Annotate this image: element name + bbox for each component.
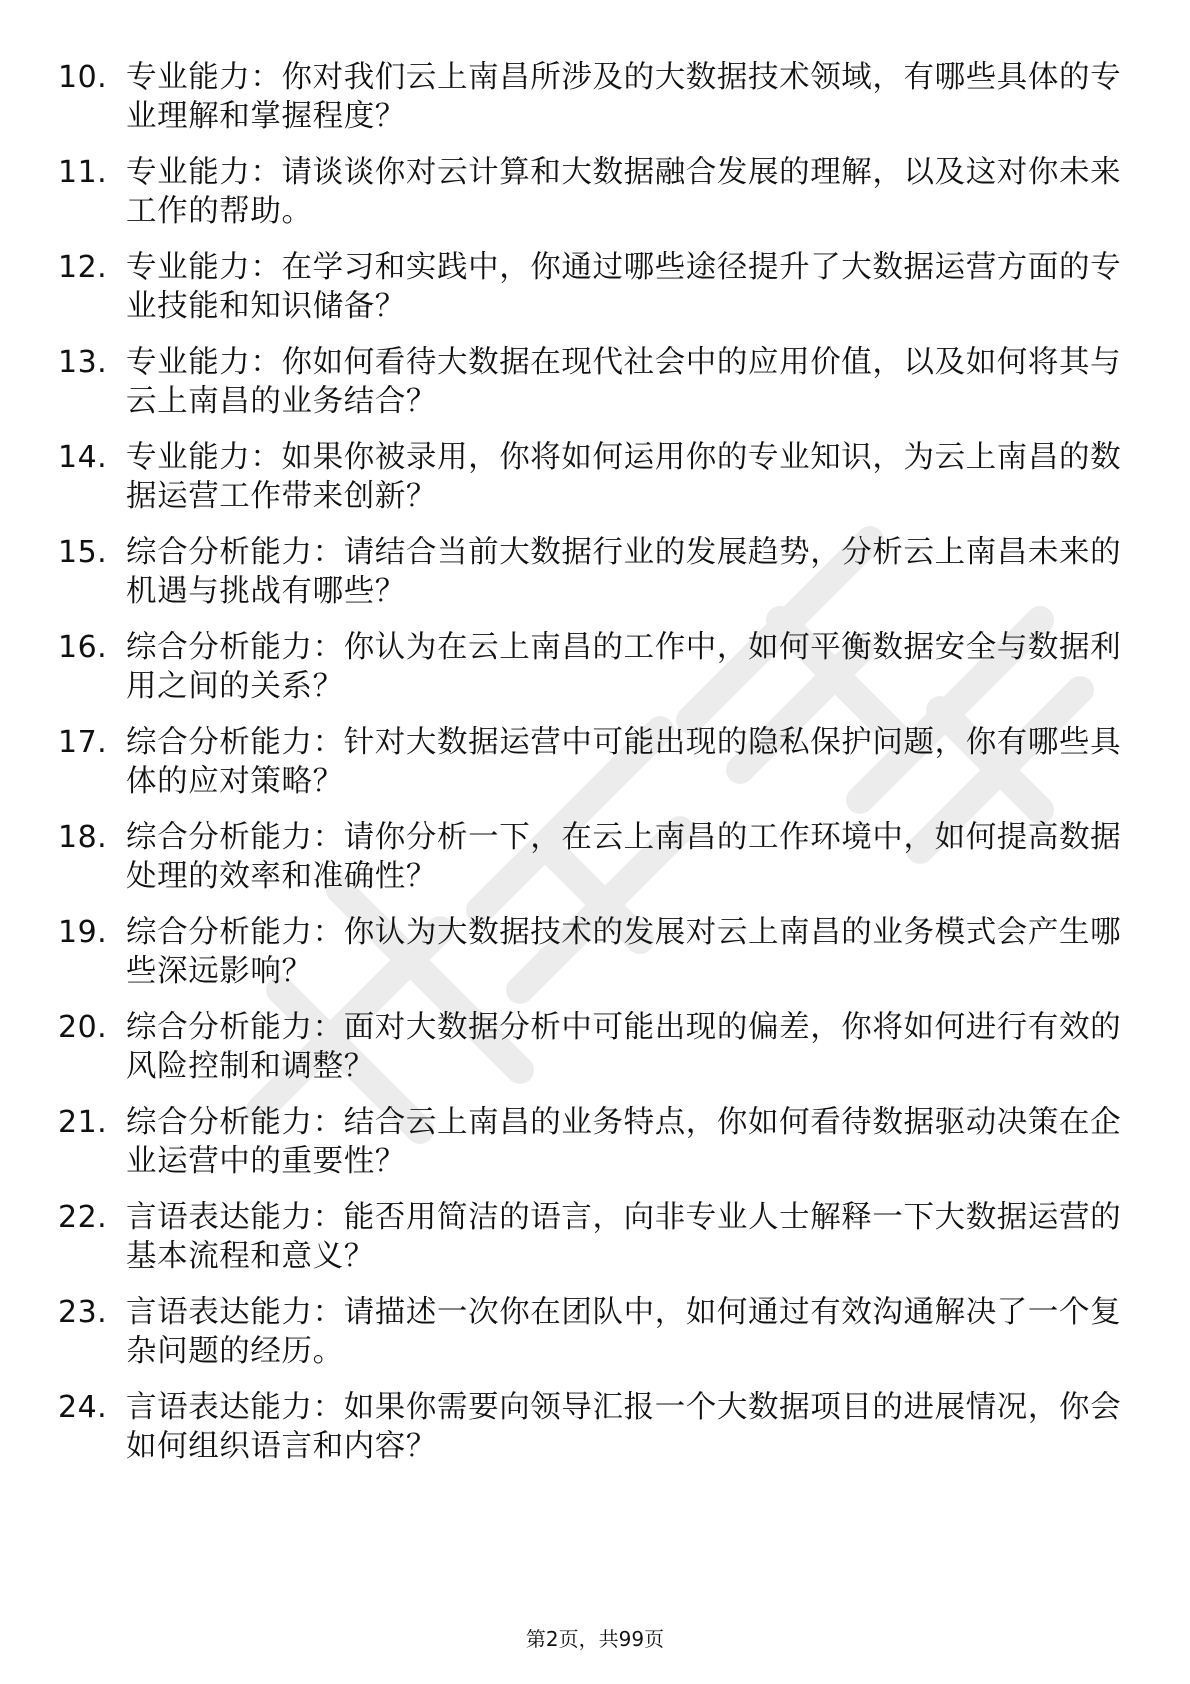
question-number: 11. bbox=[58, 155, 108, 190]
question-number: 18. bbox=[58, 820, 108, 855]
question-number: 12. bbox=[58, 250, 108, 285]
question-item bbox=[0, 1198, 1190, 1294]
question-number: 24. bbox=[58, 1390, 108, 1425]
question-item bbox=[0, 818, 1190, 914]
question-text: 言语表达能力：如果你需要向领导汇报一个大数据项目的进展情况，你会如何组织语言和内容？ bbox=[126, 1390, 1122, 1464]
question-number: 15. bbox=[58, 535, 108, 570]
question-item bbox=[0, 58, 1190, 154]
question-item bbox=[0, 248, 1190, 344]
question-text: 综合分析能力：结合云上南昌的业务特点，你如何看待数据驱动决策在企业运营中的重要性？ bbox=[126, 1105, 1122, 1179]
question-number: 22. bbox=[58, 1200, 108, 1235]
question-item bbox=[0, 628, 1190, 724]
question-item bbox=[0, 1388, 1190, 1484]
question-number: 10. bbox=[58, 60, 108, 95]
question-item bbox=[0, 153, 1190, 249]
question-text: 专业能力：如果你被录用，你将如何运用你的专业知识，为云上南昌的数据运营工作带来创新？ bbox=[126, 440, 1122, 514]
question-text: 专业能力：请谈谈你对云计算和大数据融合发展的理解，以及这对你未来工作的帮助。 bbox=[126, 155, 1122, 229]
question-number: 23. bbox=[58, 1295, 108, 1330]
question-number: 14. bbox=[58, 440, 108, 475]
question-text: 综合分析能力：针对大数据运营中可能出现的隐私保护问题，你有哪些具体的应对策略？ bbox=[126, 725, 1122, 799]
question-text: 综合分析能力：面对大数据分析中可能出现的偏差，你将如何进行有效的风险控制和调整？ bbox=[126, 1010, 1122, 1084]
question-number: 13. bbox=[58, 345, 108, 380]
question-text: 专业能力：在学习和实践中，你通过哪些途径提升了大数据运营方面的专业技能和知识储备？ bbox=[126, 250, 1122, 324]
question-item bbox=[0, 343, 1190, 439]
question-item bbox=[0, 723, 1190, 819]
question-number: 19. bbox=[58, 915, 108, 950]
question-item bbox=[0, 438, 1190, 534]
question-item bbox=[0, 1008, 1190, 1104]
page-footer bbox=[0, 1625, 1190, 1653]
question-item bbox=[0, 1103, 1190, 1199]
question-item bbox=[0, 533, 1190, 629]
question-text: 专业能力：你对我们云上南昌所涉及的大数据技术领域，有哪些具体的专业理解和掌握程度？ bbox=[126, 60, 1122, 134]
question-text: 综合分析能力：请结合当前大数据行业的发展趋势，分析云上南昌未来的机遇与挑战有哪些？ bbox=[126, 535, 1122, 609]
question-item bbox=[0, 913, 1190, 1009]
question-text: 综合分析能力：请你分析一下，在云上南昌的工作环境中，如何提高数据处理的效率和准确性？ bbox=[126, 820, 1122, 894]
question-number: 21. bbox=[58, 1105, 108, 1140]
question-text: 言语表达能力：请描述一次你在团队中，如何通过有效沟通解决了一个复杂问题的经历。 bbox=[126, 1295, 1122, 1369]
question-number: 16. bbox=[58, 630, 108, 665]
page-number-label: 第2页，共99页 bbox=[525, 1627, 665, 1651]
question-text: 专业能力：你如何看待大数据在现代社会中的应用价值，以及如何将其与云上南昌的业务结合？ bbox=[126, 345, 1122, 419]
question-text: 言语表达能力：能否用简洁的语言，向非专业人士解释一下大数据运营的基本流程和意义？ bbox=[126, 1200, 1122, 1274]
question-number: 20. bbox=[58, 1010, 108, 1045]
question-number: 17. bbox=[58, 725, 108, 760]
question-text: 综合分析能力：你认为在云上南昌的工作中，如何平衡数据安全与数据利用之间的关系？ bbox=[126, 630, 1122, 704]
question-item bbox=[0, 1293, 1190, 1389]
question-text: 综合分析能力：你认为大数据技术的发展对云上南昌的业务模式会产生哪些深远影响？ bbox=[126, 915, 1122, 989]
